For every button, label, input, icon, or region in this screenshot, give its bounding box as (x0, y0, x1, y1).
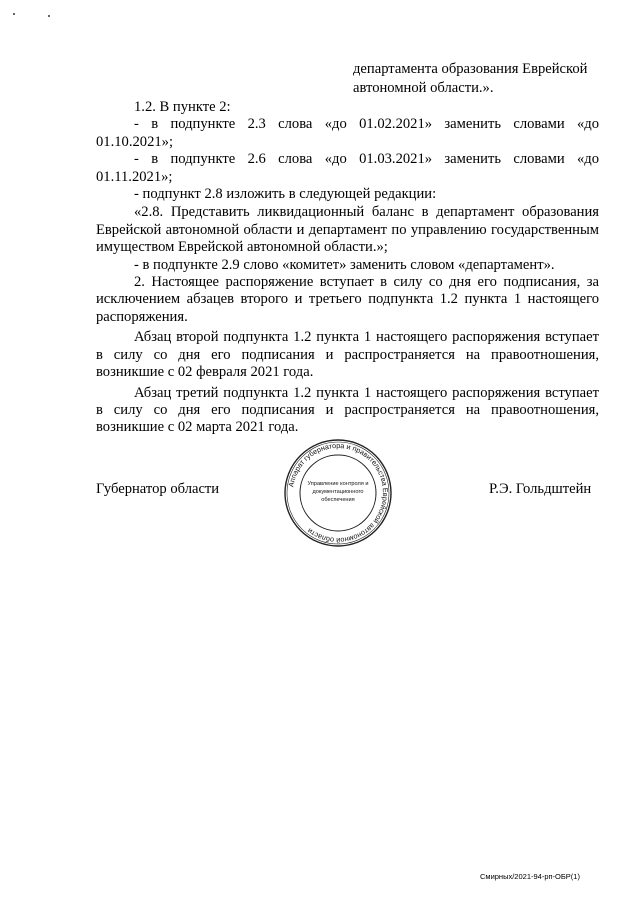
signatory-name: Р.Э. Гольдштейн (489, 481, 592, 497)
header-line-2: автономной области.». (353, 80, 494, 96)
header-continuation (353, 60, 603, 98)
paragraph-subitem-2-9: - в подпункте 2.9 слово «комитет» заменить словом «департамент». (134, 256, 555, 273)
official-seal (283, 438, 393, 548)
document-body (96, 99, 599, 437)
paragraph-item-2: 2. Настоящее распоряжение вступает в силу со дня его подписания, за исключением абзацев второго и третьего подпункта 1.2 пункта 1 настоящего распоряжения. (96, 274, 599, 325)
paragraph-abzac-second: Абзац второй подпункта 1.2 пункта 1 настоящего распоряжения вступает в силу со дня его подписания и распространяется на правоотношения, возникшие с 02 февраля 2021 года. (96, 329, 599, 381)
paragraph-abzac-third: Абзац третий подпункта 1.2 пункта 1 настоящего распоряжения вступает в силу со дня его подписания и распространяется на правоотношения, возникшие с 02 марта 2021 года. (96, 384, 599, 436)
document-footer-code: Смирных/2021-94-рп-ОБР(1) (480, 872, 580, 881)
paragraph-quote-2-8: «2.8. Представить ликвидационный баланс в департамент образования Еврейской автономной области и департамент по управлению государственным имуществом Еврейской автономной области.»; (96, 204, 599, 256)
paragraph-subitem-2-3: - в подпункте 2.3 слова «до 01.02.2021» заменить словами «до 01.10.2021»; (96, 116, 599, 150)
seal-inner-line-2: документационного (312, 489, 364, 495)
signatory-position: Губернатор области (96, 481, 220, 497)
header-line-1: департамента образования Еврейской (353, 61, 588, 77)
seal-inner-line-3: обеспечения (321, 497, 355, 503)
paragraph-subitem-2-8: - подпункт 2.8 изложить в следующей редакции: (134, 186, 437, 203)
seal-outer-text: Аппарат губернатора и правительства Еврейской автономной области (286, 440, 391, 546)
paragraph-1-2-intro: 1.2. В пункте 2: (134, 99, 231, 115)
seal-inner-line-1: Управление контроля и (307, 481, 369, 487)
paragraph-subitem-2-6: - в подпункте 2.6 слова «до 01.03.2021» заменить словами «до 01.11.2021»; (96, 151, 599, 185)
